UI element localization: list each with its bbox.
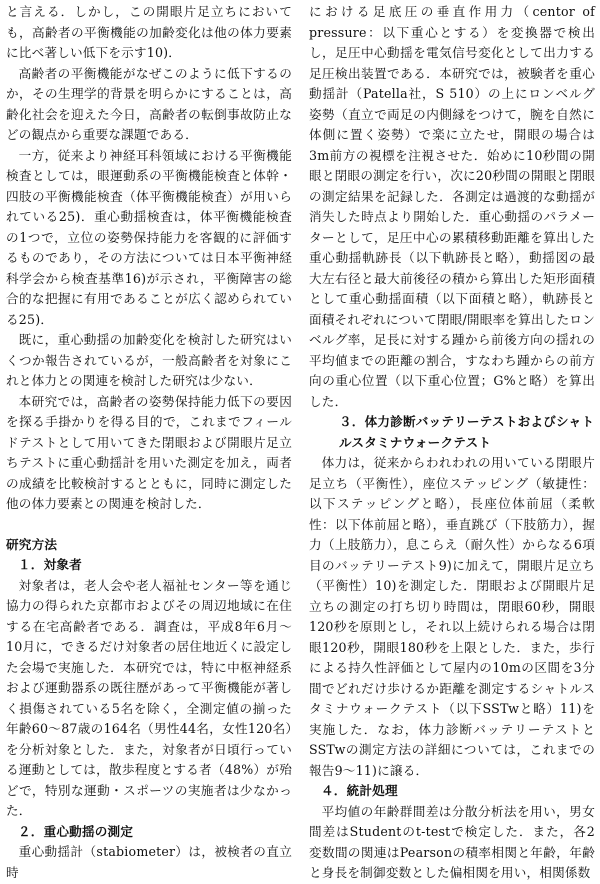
methods-heading: 研究方法	[6, 536, 58, 552]
subsection-1-title: １．対象者	[18, 557, 82, 572]
stabiometer-paragraph-start: 重心動揺計（stabiometer）は，被検者の直立時	[6, 844, 292, 880]
intro-paragraph-4: 本研究では，高齢者の姿勢保持能力低下の要因を探る手掛かりを得る目的で，これまでフィールドテストとして用いてきた閉眼および開眼片足立ちテストに重心動揺計を用いた測定を加え，両者の成績を比較検討するとともに，同時に測定した他の体力要素との関連を検討した．	[6, 393, 292, 511]
intro-continuation: と言える．しかし，この開眼片足立ちにおいても，高齢者の平衡機能の加齢変化は他の体力要素に比べ著しい低下を示す10)．	[6, 4, 292, 60]
stabiometer-paragraph-continuation: における足底圧の垂直作用力（centor of pressure：以下重心とする）を変換器で検出し，足圧中心動揺を電気信号変化として出力する足圧検出装置である．本研究では，被験者を重心動揺計（Patella社，S 510）の上にロンベルグ姿勢（直立で両足の内側縁をつけて，腕を自然に体側に置く姿勢）で楽に立たせ，開眼の場合は3m前方の視標を注視させた．始めに10秒間の開眼と閉眼の測定を行い，次に20秒間の開眼と閉眼の測定結果を記録した．各測定は過渡的な動揺が消失した時点より開始した．重心動揺のパラメーターとして，足圧中心の累積移動距離を算出した重心動揺軌跡長（以下軌跡長と略），動揺図の最大左右径と最大前後径の積から算出した矩形面積として重心動揺面積（以下面積と略），軌跡長と面積それぞれについて閉眼/開眼率を算出したロンベルグ率，足長に対する踵から前後方向の揺れの平均値までの距離の割合，すなわち踵からの前方向の重心位置（以下重心位置；G%と略）を算出した．	[309, 4, 595, 409]
subsection-3-title: ３．体力診断バッテリーテストおよびシャトルスタミナウォークテスト	[339, 414, 595, 450]
right-column	[309, 2, 595, 884]
subsection-4-title: ４．統計処理	[321, 783, 398, 798]
intro-paragraph-2: 一方，従来より神経耳科領域における平衡機能検査としては，眼運動系の平衡機能検査と体幹・四肢の平衡機能検査（体平衡機能検査）が用いられている25)．重心動揺検査は，体平衡機能検査の1つで，立位の姿勢保持能力を客観的に評価するものであり，その方法については日本平衡神経科学会から検査基準16)が示され，平衡障害の総合的な把握に有用であることが広く認められている25)．	[6, 147, 292, 327]
subsection-2-title: ２．重心動揺の測定	[18, 823, 134, 839]
intro-paragraph-1: 高齢者の平衡機能がなぜこのように低下するのか，その生理学的背景を明らかにすることは，高齢化社会を迎えた今日，高齢者の転倒事故防止などの観点から重要な課題である．	[6, 65, 292, 142]
subjects-paragraph: 対象者は，老人会や老人福祉センター等を通じ協力の得られた京都市およびその周辺地域に在住する在宅高齢者である．調査は，平成8年6月〜10月に，できるだけ対象者の居住地近くに設定した会場で実施した．本研究では，特に中枢神経系および運動器系の既往歴があって平衡機能が著しく損傷されている5名を除く，全測定値の揃った年齢60〜87歳の164名（男性44名，女性120名）を分析対象とした．また，対象者が日頃行っている運動としては，散歩程度とする者（48%）が殆どで，特別な運動・スポーツの実施者は少なかった．	[6, 577, 292, 818]
fitness-test-paragraph: 体力は，従来からわれわれの用いている閉眼片足立ち（平衡性），座位ステッピング（敏捷性：以下ステッピングと略），長座位体前屈（柔軟性：以下体前屈と略），垂直跳び（下肢筋力），握力（上肢筋力），息こらえ（耐久性）からなる6項目のバッテリーテスト9)に加えて，開眼片足立ち（平衡性）10)を測定した．閉眼および開眼片足立ちの測定の打ち切り時間は，閉眼60秒，開眼120秒を原則とし，それ以上続けられる場合は閉眼120秒，開眼180秒を上限とした．また，歩行による持久性評価として屋内の10mの区間を3分間でどれだけ歩けるか距離を測定するシャトルスタミナウォークテスト（以下SSTwと略）11)を実施した．なお，体力診断バッテリーテストとSSTwの測定方法の詳細については，これまでの報告9〜11)に譲る．	[309, 455, 595, 778]
intro-paragraph-3: 既に，重心動揺の加齢変化を検討した研究はいくつか報告されているが，一般高齢者を対象にこれと体力との関連を検討した研究は少ない．	[6, 332, 292, 388]
statistics-paragraph: 平均値の年齢群間差は分散分析法を用い，男女間差はStudentのt-testで検定した．また，各2変数間の関連はPearsonの積率相関と年齢，年齢と身長を制御変数とした偏相関を用い，相関係数	[309, 803, 595, 880]
left-column	[6, 2, 292, 883]
